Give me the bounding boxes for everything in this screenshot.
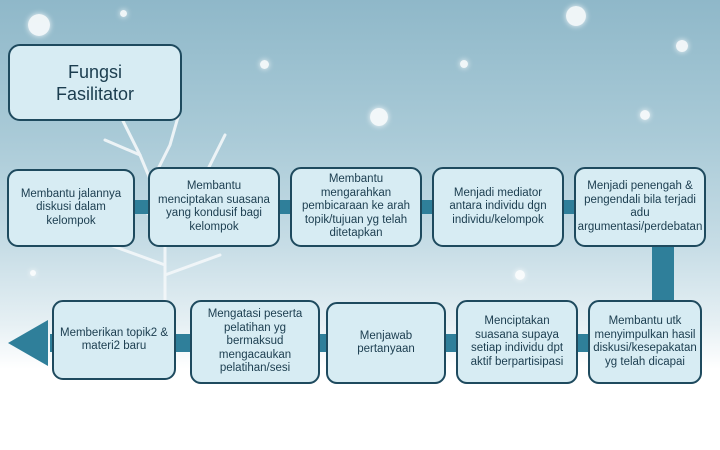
function-box-bottom-1: Memberikan topik2 & materi2 baru xyxy=(52,300,176,380)
function-box-top-5: Menjadi penengah & pengendali bila terjadi adu argumentasi/perdebatan xyxy=(574,167,706,247)
diagram-title: Fungsi Fasilitator xyxy=(8,44,182,121)
function-box-bottom-4: Menciptakan suasana supaya setiap individu dpt aktif berpartisipasi xyxy=(456,300,578,384)
snowflake-decoration xyxy=(515,270,525,280)
function-box-top-2: Membantu menciptakan suasana yang kondusif bagi kelompok xyxy=(148,167,280,247)
snowflake-decoration xyxy=(370,108,388,126)
function-box-top-1: Membantu jalannya diskusi dalam kelompok xyxy=(7,169,135,247)
snowflake-decoration xyxy=(30,270,36,276)
right-vertical-connector xyxy=(652,240,674,306)
snowflake-decoration xyxy=(28,14,50,36)
function-box-top-4: Menjadi mediator antara individu dgn individu/kelompok xyxy=(432,167,564,247)
snowflake-decoration xyxy=(120,10,127,17)
function-box-bottom-2: Mengatasi peserta pelatihan yg bermaksud mengacaukan pelatihan/sesi xyxy=(190,300,320,384)
snowflake-decoration xyxy=(460,60,468,68)
snowflake-decoration xyxy=(260,60,269,69)
snowflake-decoration xyxy=(566,6,586,26)
function-box-bottom-5: Membantu utk menyimpulkan hasil diskusi/kesepakatan yg telah dicapai xyxy=(588,300,702,384)
function-box-bottom-3: Menjawab pertanyaan xyxy=(326,302,446,384)
snowflake-decoration xyxy=(676,40,688,52)
function-box-top-3: Membantu mengarahkan pembicaraan ke arah topik/tujuan yg telah ditetapkan xyxy=(290,167,422,247)
snowflake-decoration xyxy=(640,110,650,120)
flow-arrow-left-icon xyxy=(8,320,56,366)
